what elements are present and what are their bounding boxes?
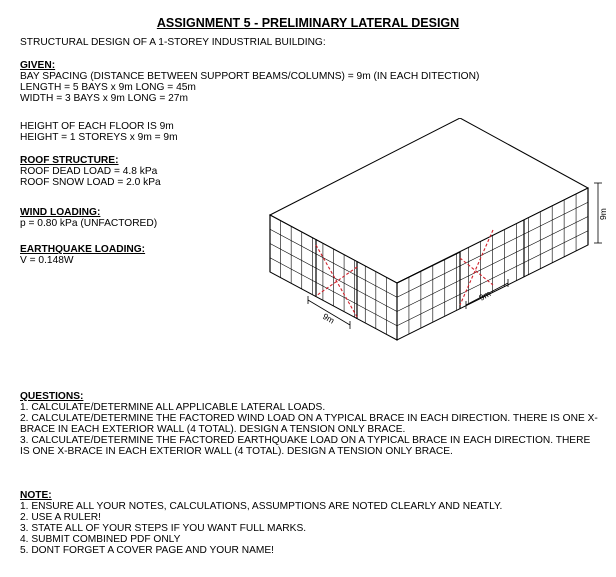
page-title: ASSIGNMENT 5 - PRELIMINARY LATERAL DESIGN xyxy=(156,16,460,30)
wind-heading: WIND LOADING: xyxy=(20,207,101,218)
height-section xyxy=(20,122,178,144)
given-line: LENGTH = 5 BAYS x 9m LONG = 45m xyxy=(20,81,196,93)
roof-section xyxy=(20,156,161,189)
dimension-label: 9m xyxy=(321,311,337,326)
earthquake-line: V = 0.148W xyxy=(20,254,74,266)
question-item: 3. CALCULATE/DETERMINE THE FACTORED EARTHQUAKE LOAD ON A TYPICAL BRACE IN EACH DIRECTION. THERE IS ONE X-BRACE IN EACH EXTERIOR WALL (4 TOTAL). DESIGN A TENSION ONLY BRACE. xyxy=(20,434,591,457)
note-heading: NOTE: xyxy=(20,490,52,501)
note-item: 3. STATE ALL OF YOUR STEPS IF YOU WANT FULL MARKS. xyxy=(20,522,307,534)
roof-heading: ROOF STRUCTURE: xyxy=(20,155,119,166)
roof-line: ROOF DEAD LOAD = 4.8 kPa xyxy=(20,165,158,177)
given-line: BAY SPACING (DISTANCE BETWEEN SUPPORT BEAMS/COLUMNS) = 9m (IN EACH DITECTION) xyxy=(20,70,480,82)
wind-line: p = 0.80 kPa (UNFACTORED) xyxy=(20,217,158,229)
given-section xyxy=(20,61,479,105)
note-item: 2. USE A RULER! xyxy=(20,511,101,523)
dimension-label: 9m xyxy=(598,208,608,220)
building-isometric-figure xyxy=(255,118,615,348)
wind-section xyxy=(20,208,157,230)
note-section xyxy=(20,491,502,556)
note-item: 4. SUBMIT COMBINED PDF ONLY xyxy=(20,533,181,545)
dimension-label: 9m xyxy=(477,288,493,303)
given-heading: GIVEN: xyxy=(20,60,56,71)
subtitle: STRUCTURAL DESIGN OF A 1-STOREY INDUSTRIAL BUILDING: xyxy=(20,37,326,48)
question-item: 1. CALCULATE/DETERMINE ALL APPLICABLE LATERAL LOADS. xyxy=(20,401,326,413)
questions-heading: QUESTIONS: xyxy=(20,391,84,402)
roof-line: ROOF SNOW LOAD = 2.0 kPa xyxy=(20,176,161,188)
note-item: 1. ENSURE ALL YOUR NOTES, CALCULATIONS, ASSUMPTIONS ARE NOTED CLEARLY AND NEATLY. xyxy=(20,500,503,512)
earthquake-heading: EARTHQUAKE LOADING: xyxy=(20,244,146,255)
questions-section xyxy=(20,392,600,457)
earthquake-section xyxy=(20,245,145,267)
height-line: HEIGHT OF EACH FLOOR IS 9m xyxy=(20,121,174,132)
given-line: WIDTH = 3 BAYS x 9m LONG = 27m xyxy=(20,92,188,104)
question-item: 2. CALCULATE/DETERMINE THE FACTORED WIND LOAD ON A TYPICAL BRACE IN EACH DIRECTION. THERE IS ONE X-BRACE IN EACH EXTERIOR WALL (4 TOTAL). DESIGN A TENSION ONLY BRACE. xyxy=(20,412,598,435)
note-item: 5. DONT FORGET A COVER PAGE AND YOUR NAME! xyxy=(20,544,274,556)
height-line: HEIGHT = 1 STOREYS x 9m = 9m xyxy=(20,131,178,143)
